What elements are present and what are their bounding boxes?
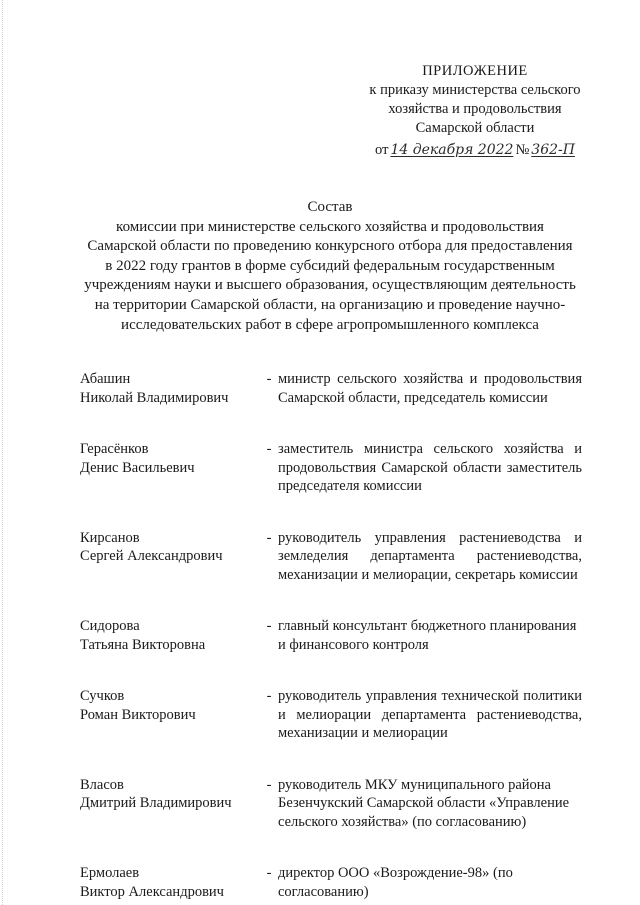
- member-given-name: Денис Васильевич: [80, 459, 195, 476]
- member-name: [80, 617, 260, 654]
- heading-line: Самарской области по проведению конкурсного отбора для предоставления: [87, 238, 573, 255]
- member-role: заместитель министра сельского хозяйства и продовольствия Самарской области заместитель председателя комиссии: [278, 441, 582, 494]
- member-row: [80, 529, 582, 585]
- member-row: [80, 864, 582, 901]
- member-given-name: Николай Владимирович: [80, 389, 229, 406]
- order-date-line: [360, 141, 590, 160]
- annex-block: [360, 62, 590, 160]
- member-given-name: Сергей Александрович: [80, 548, 223, 564]
- annex-line-3: Самарской области: [415, 120, 535, 136]
- member-name: [80, 370, 260, 407]
- member-given-name: Татьяна Викторовна: [80, 636, 206, 653]
- annex-line-2: хозяйства и продовольствия: [388, 101, 562, 117]
- member-surname: Ермолаев: [80, 865, 140, 881]
- annex-line-1: к приказу министерства сельского: [369, 82, 581, 98]
- member-name: [80, 440, 260, 496]
- member-surname: Власов: [80, 776, 124, 793]
- commission-members-list: [80, 370, 582, 901]
- member-name: [80, 529, 260, 585]
- member-dash: -: [266, 688, 272, 704]
- handwritten-number: 362-П: [531, 142, 575, 158]
- scan-edge: [2, 0, 4, 905]
- member-row: [80, 617, 582, 654]
- number-label: №: [515, 142, 530, 158]
- member-surname: Кирсанов: [80, 529, 140, 546]
- member-surname: Сучков: [80, 688, 125, 704]
- member-role: руководитель управления растениеводства и земледелия департамента растениеводства, механизации и мелиорации, секретарь комиссии: [278, 529, 582, 583]
- heading-line: на территории Самарской области, на организацию и проведение научно-: [94, 296, 566, 313]
- member-role: руководитель МКУ муниципального района Безенчукский Самарской области «Управление сельского хозяйства» (по согласованию): [278, 776, 570, 830]
- heading-line: исследовательских работ в сфере агропромышленного комплекса: [121, 316, 539, 333]
- member-dash: -: [266, 618, 272, 634]
- date-prefix: от: [375, 142, 389, 158]
- member-dash: -: [266, 776, 272, 793]
- member-row: [80, 440, 582, 496]
- member-row: [80, 370, 582, 407]
- member-row: [80, 776, 582, 832]
- member-role: руководитель управления технической политики и мелиорации департамента растениеводства, механизации и мелиорации: [278, 688, 582, 741]
- heading-title: Состав: [307, 199, 353, 215]
- member-dash: -: [266, 529, 272, 546]
- member-given-name: Виктор Александрович: [80, 883, 224, 900]
- member-given-name: Дмитрий Владимирович: [80, 795, 232, 811]
- member-surname: Абашин: [80, 371, 131, 387]
- member-role: министр сельского хозяйства и продовольствия Самарской области, председатель комиссии: [278, 371, 582, 406]
- member-name: [80, 864, 260, 901]
- member-given-name: Роман Викторович: [80, 706, 196, 723]
- member-row: [80, 687, 582, 743]
- document-heading: [70, 198, 590, 335]
- member-name: [80, 687, 260, 743]
- member-dash: -: [266, 371, 272, 387]
- member-role: директор ООО «Возрождение-98» (по согласованию): [278, 865, 513, 900]
- member-surname: Герасёнков: [80, 441, 149, 457]
- handwritten-date: 14 декабря 2022: [390, 142, 514, 158]
- heading-line: учреждениям науки и высшего образования, осуществляющим деятельность: [84, 277, 576, 294]
- annex-title: ПРИЛОЖЕНИЕ: [422, 63, 528, 79]
- heading-line: комиссии при министерстве сельского хозяйства и продовольствия: [116, 218, 544, 235]
- member-role: главный консультант бюджетного планирования и финансового контроля: [278, 618, 577, 653]
- heading-line: в 2022 году грантов в форме субсидий федеральным государственным: [105, 257, 555, 274]
- member-surname: Сидорова: [80, 618, 140, 634]
- member-dash: -: [266, 441, 272, 457]
- member-name: [80, 776, 260, 832]
- member-dash: -: [266, 865, 272, 881]
